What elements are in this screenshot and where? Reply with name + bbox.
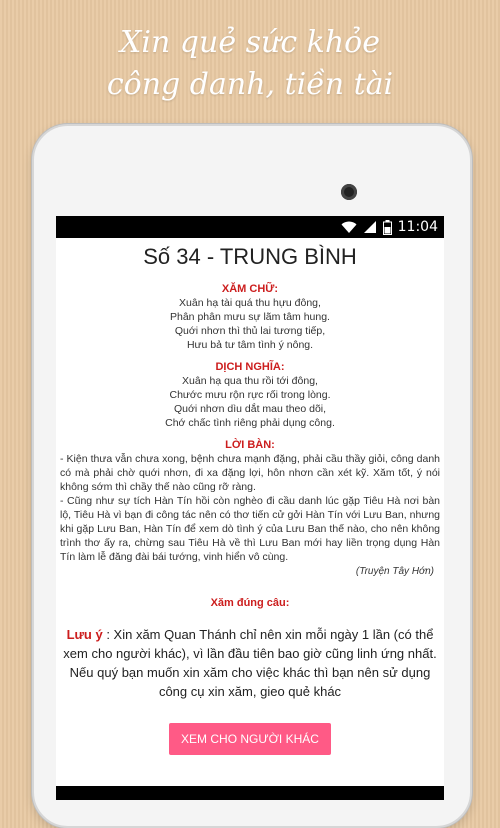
source-citation: (Truyện Tây Hớn): [355, 566, 434, 577]
xam-label: Xăm đúng câu:: [210, 597, 290, 609]
wifi-icon: [341, 220, 357, 234]
device-screen: [56, 216, 444, 800]
promo-line-2: công danh, tiền tài: [106, 67, 394, 102]
poem-line: Phân phân mưu sự lãm tâm hung.: [170, 311, 330, 323]
camera-icon: [341, 184, 357, 200]
comment-paragraph: - Cũng như sự tích Hàn Tín hồi còn nghèo đi cầu danh lúc gặp Tiêu Hà nơi bàn lộ, Tiêu Hà vì bạn đi công tác nên có thơ tiến cử gởi Hàn Tín với Lưu Ban, nhưng khi gặp Lưu Ban, Hàn Tín để xem dò tình ý của Lưu Ban thế nào, cho nên không trình thơ ấy ra, chừng sau Tiêu Hà về thì Lưu Ban mới hay liền trọng dụng Hàn Tín làm lễ đăng đài bái tướng, vinh hiển vô cùng.: [60, 495, 440, 563]
poem-heading: XĂM CHỮ:: [221, 283, 279, 295]
meaning-line: Chớ chấc tình riêng phải dụng công.: [165, 417, 335, 429]
promo-headline: [0, 22, 500, 106]
meaning-line: Quới nhơn dìu dắt mau theo dõi,: [173, 403, 327, 415]
status-bar: [56, 216, 444, 238]
status-time: 11:04: [397, 219, 438, 235]
comment-paragraph: - Kiện thưa vẫn chưa xong, bệnh chưa mạnh đặng, phải cầu thầy giỏi, công danh có mà phải chờ quới nhơn, đi xa đặng lợi, hôn nhơn cần xét kỹ. Xăm tốt, ý nói không sớm thì chầy thế nào cũng rỡ ràng.: [60, 453, 440, 493]
fortune-content: [56, 238, 444, 800]
poem-line: Hưu bả tư tâm tình ý nông.: [186, 339, 314, 351]
fortune-title: Số 34 - TRUNG BÌNH: [143, 244, 357, 269]
battery-icon: [383, 220, 392, 235]
note-text: : Xin xăm Quan Thánh chỉ nên xin mỗi ngày 1 lần (có thể xem cho người khác), vì lần đầu tiên bao giờ cũng linh ứng nhất. Nếu quý bạn muốn xin xăm cho việc khác thì bạn nên sử dụng công cụ xin xăm, gieo quẻ khác: [63, 627, 437, 699]
meaning-line: Chước mưu rộn rực rối trong lòng.: [169, 389, 331, 401]
poem-line: Xuân hạ tài quá thu hựu đông,: [179, 297, 321, 309]
navigation-bar: [56, 786, 444, 800]
view-for-others-button[interactable]: XEM CHO NGƯỜI KHÁC: [169, 723, 331, 755]
meaning-heading: DỊCH NGHĨA:: [215, 361, 285, 373]
meaning-line: Xuân hạ qua thu rồi tới đông,: [182, 375, 318, 387]
promo-line-1: Xin quẻ sức khỏe: [120, 25, 380, 60]
poem-line: Quới nhơn thì thủ lai tương tiếp,: [174, 325, 326, 337]
note-block: [56, 625, 444, 701]
signal-icon: [363, 220, 377, 234]
note-label: Lưu ý: [66, 627, 103, 642]
comment-heading: LỜI BÀN:: [225, 439, 275, 451]
